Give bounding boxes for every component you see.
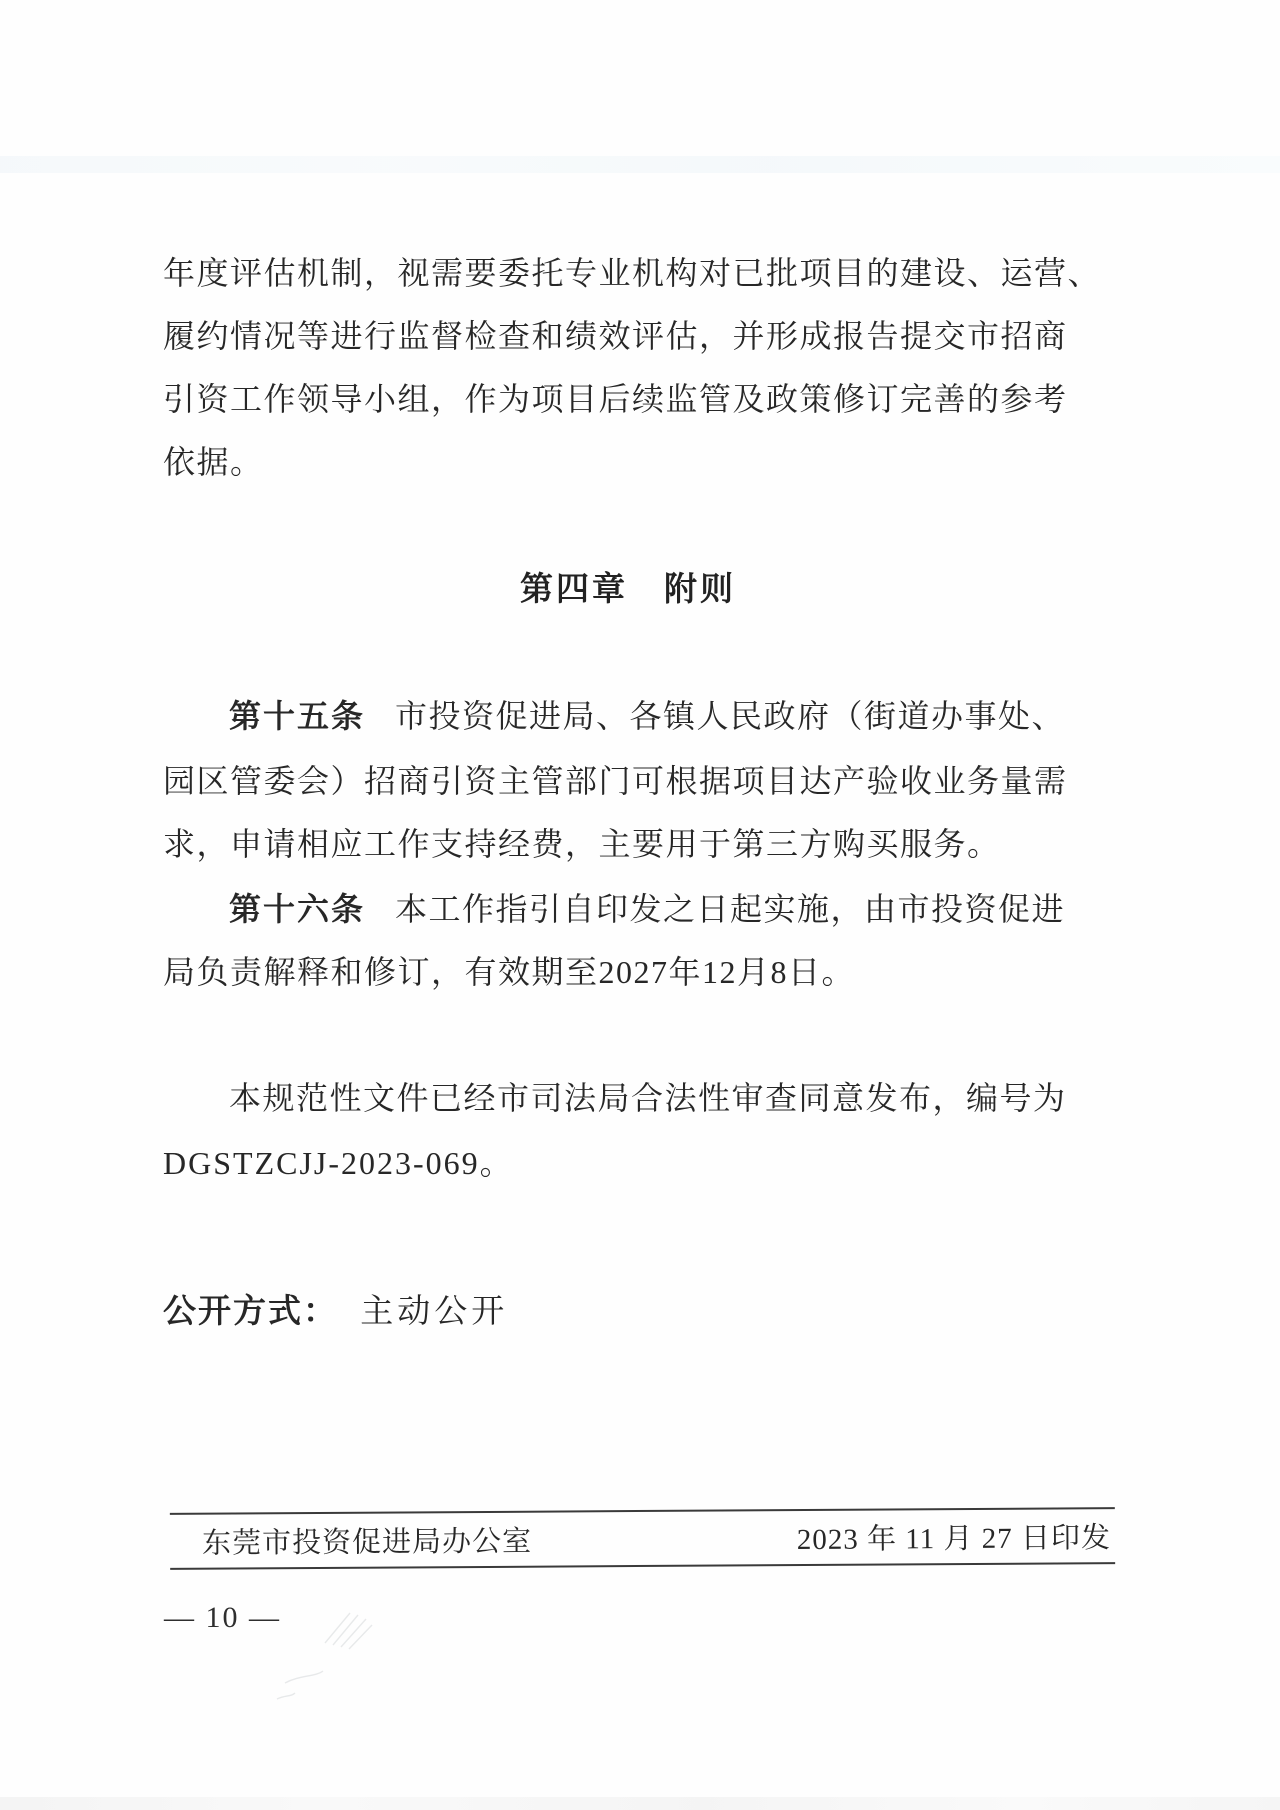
- issuing-record-box: [170, 1507, 1115, 1570]
- legality-note-line-1: 本规范性文件已经市司法局合法性审查同意发布，编号为: [229, 1080, 1067, 1116]
- article-16-line-1: [163, 878, 1159, 941]
- article-15-line-3: 求，申请相应工作支持经费，主要用于第三方购买服务。: [163, 826, 1001, 862]
- article-16-label: 第十六条: [229, 891, 366, 927]
- page-number: — 10 —: [164, 1601, 281, 1634]
- chapter-4-heading: 第四章 附则: [520, 570, 736, 607]
- disclosure-label: 公开方式：: [163, 1292, 338, 1329]
- article-15-line-2: 园区管委会）招商引资主管部门可根据项目达产验收业务量需: [163, 763, 1068, 799]
- closing-paragraph-line-3: 引资工作领导小组，作为项目后续监管及政策修订完善的参考: [163, 381, 1068, 417]
- disclosure-value: 主动公开: [360, 1294, 509, 1330]
- article-15-line-1: [163, 685, 1159, 748]
- disclosure-line: [163, 1279, 508, 1342]
- closing-paragraph-line-1: 年度评估机制，视需要委托专业机构对已批项目的建设、运营、: [163, 255, 1102, 291]
- closing-paragraph-line-2: 履约情况等进行监督检查和绩效评估，并形成报告提交市招商: [163, 318, 1068, 354]
- article-16-line-1-text: 本工作指引自印发之日起实施，由市投资促进: [395, 891, 1066, 927]
- scan-artifact-streak: [0, 156, 1280, 173]
- article-15-line-1-text: 市投资促进局、各镇人民政府（街道办事处、: [395, 698, 1066, 734]
- print-date: 2023 年 11 月 27 日印发: [796, 1522, 1112, 1557]
- scan-artifact-bottom-edge: [0, 1797, 1280, 1810]
- legality-note-line-2: DGSTZCJJ-2023-069。: [163, 1145, 514, 1181]
- article-15-label: 第十五条: [229, 698, 366, 734]
- article-16-line-2: 局负责解释和修订，有效期至2027年12月8日。: [163, 954, 856, 990]
- issuing-office: 东莞市投资促进局办公室: [201, 1525, 533, 1560]
- closing-paragraph-line-4: 依据。: [163, 444, 264, 480]
